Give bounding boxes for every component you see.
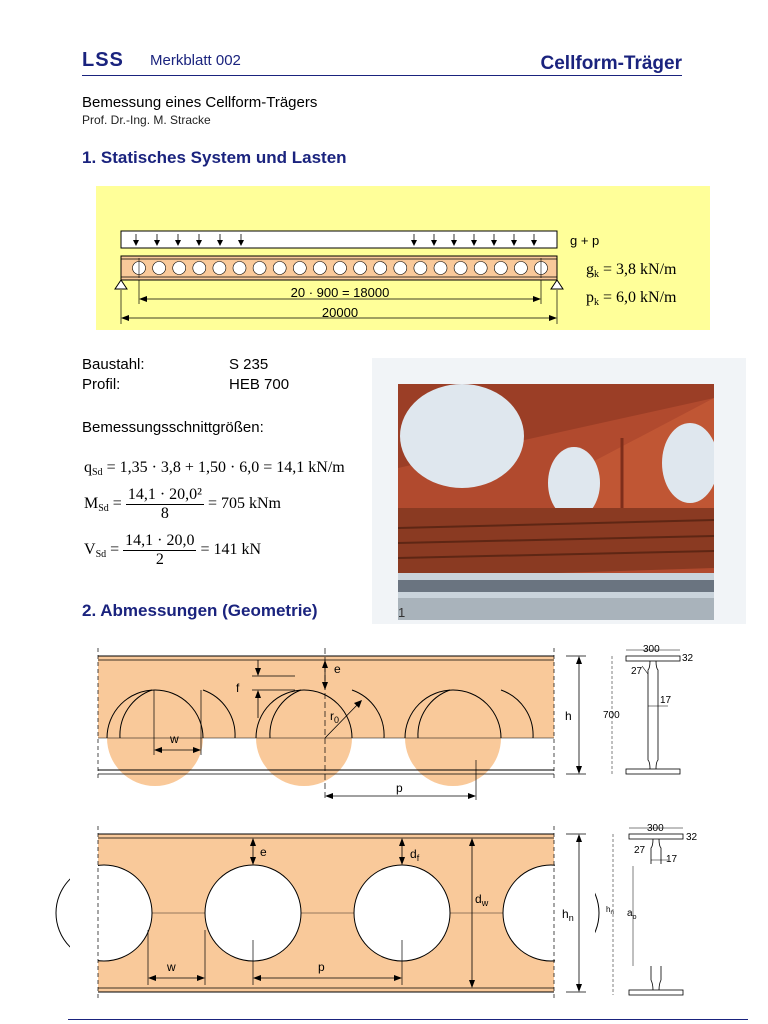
bottom-sec-hn: $h_n$ [606,905,614,916]
document-author: Prof. Dr.-Ing. M. Stracke [82,113,211,127]
formula-q: $q_{Sd} = 1,35 \cdot 3,8 + 1,50 \cdot 6,0 = 14,1$ kN/m [84,459,345,478]
bottom-sec-web: 17 [666,854,678,865]
top-w-label: w [170,732,179,746]
bottom-sec-a: $a_o$ [627,908,637,921]
elevation-bottom [56,826,599,1006]
bottom-p-label: p [318,960,325,974]
top-h-label: h [565,709,572,723]
top-r-label: $r_0$ [330,709,340,725]
section-top [603,644,694,774]
bottom-w-label: w [167,960,176,974]
bottom-sec-radius: 27 [634,845,646,856]
section-bottom [606,823,698,995]
bottom-hn-label: $h_n$ [562,907,574,923]
photo-caption: 1 [398,605,406,620]
section2-heading: 2. Abmessungen (Geometrie) [82,601,318,620]
header-subtitle: Merkblatt 002 [150,52,241,69]
formula-v: $V_{Sd}$ = $\frac{14,1 \cdot 20,0}{2}$ = 141 kN [84,532,262,568]
pk-value: $p_k = 6,0$ kN/m [586,289,677,308]
bottom-sec-flange: 32 [686,832,698,843]
elevation-top [98,648,586,800]
profil-value: HEB 700 [229,376,290,393]
bottom-sec-width: 300 [647,823,664,834]
top-p-label: p [396,781,403,795]
footer-rule [68,1019,748,1020]
gk-value: $g_k = 3,8$ kN/m [586,261,677,280]
top-e-label: e [334,662,341,676]
header-title: Cellform-Träger [540,53,682,74]
top-sec-flange: 32 [682,653,694,664]
schnitt-heading: Bemessungsschnittgrößen: [82,419,264,436]
section1-heading: 1. Statisches System und Lasten [82,148,347,167]
bottom-dw-label: $d_w$ [475,892,489,908]
formula-m: $M_{Sd}$ = $\frac{\text{14,1 · 20,0²}}{8}$ = 705 kNm [84,486,281,522]
top-f-label: f [236,681,240,695]
top-sec-width: 300 [643,644,660,655]
load-label: g + p [570,233,600,248]
top-sec-web: 17 [660,695,672,706]
bottom-e-label: e [260,845,267,859]
lss-logo: LSS [82,49,124,71]
baustahl-label: Baustahl: [82,356,145,373]
document-title: Bemessung eines Cellform-Trägers [82,94,318,111]
top-sec-height: 700 [603,710,620,721]
dim-total-label: 20000 [321,305,359,320]
top-sec-radius: 27 [631,666,643,677]
baustahl-value: S 235 [229,356,269,373]
dim-inner-label: 20 · 900 = 18000 [290,285,390,300]
bottom-df-label: $d_f$ [410,847,420,863]
profil-label: Profil: [82,376,121,393]
